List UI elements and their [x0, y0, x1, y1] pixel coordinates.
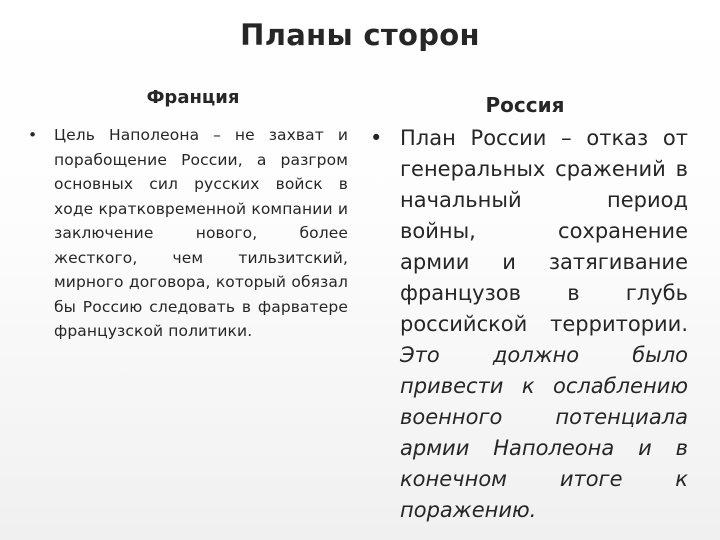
russia-heading: Россия — [485, 93, 565, 117]
russia-plan-consequence: Это должно было привести к ослаблению военного потенциала армии Наполеона и в конечном итоге к поражению. — [400, 343, 688, 522]
france-bullet-item — [28, 123, 348, 344]
slide-title: Планы сторон — [240, 18, 480, 52]
russia-bullet-item — [370, 123, 688, 526]
france-plan-text: Цель Наполеона – не захват и порабощение России, а разгром основных сил русских войск в ходе кратковременной компании и заключение нового, более жесткого, чем тильзитский, мирного договора, который обязал бы Россию следовать в фарватере французской политики. — [54, 126, 348, 340]
russia-column — [370, 123, 688, 526]
russia-plan-text: План России – отказ от генеральных сражений в начальный период войны, сохранение армии и затягивание французов в глубь российской территории. — [400, 126, 688, 336]
france-heading: Франция — [146, 87, 240, 108]
bullet-marker: • — [370, 126, 383, 150]
bullet-marker: • — [28, 126, 38, 144]
france-column — [28, 123, 348, 344]
russia-plan-paragraph — [400, 123, 688, 526]
